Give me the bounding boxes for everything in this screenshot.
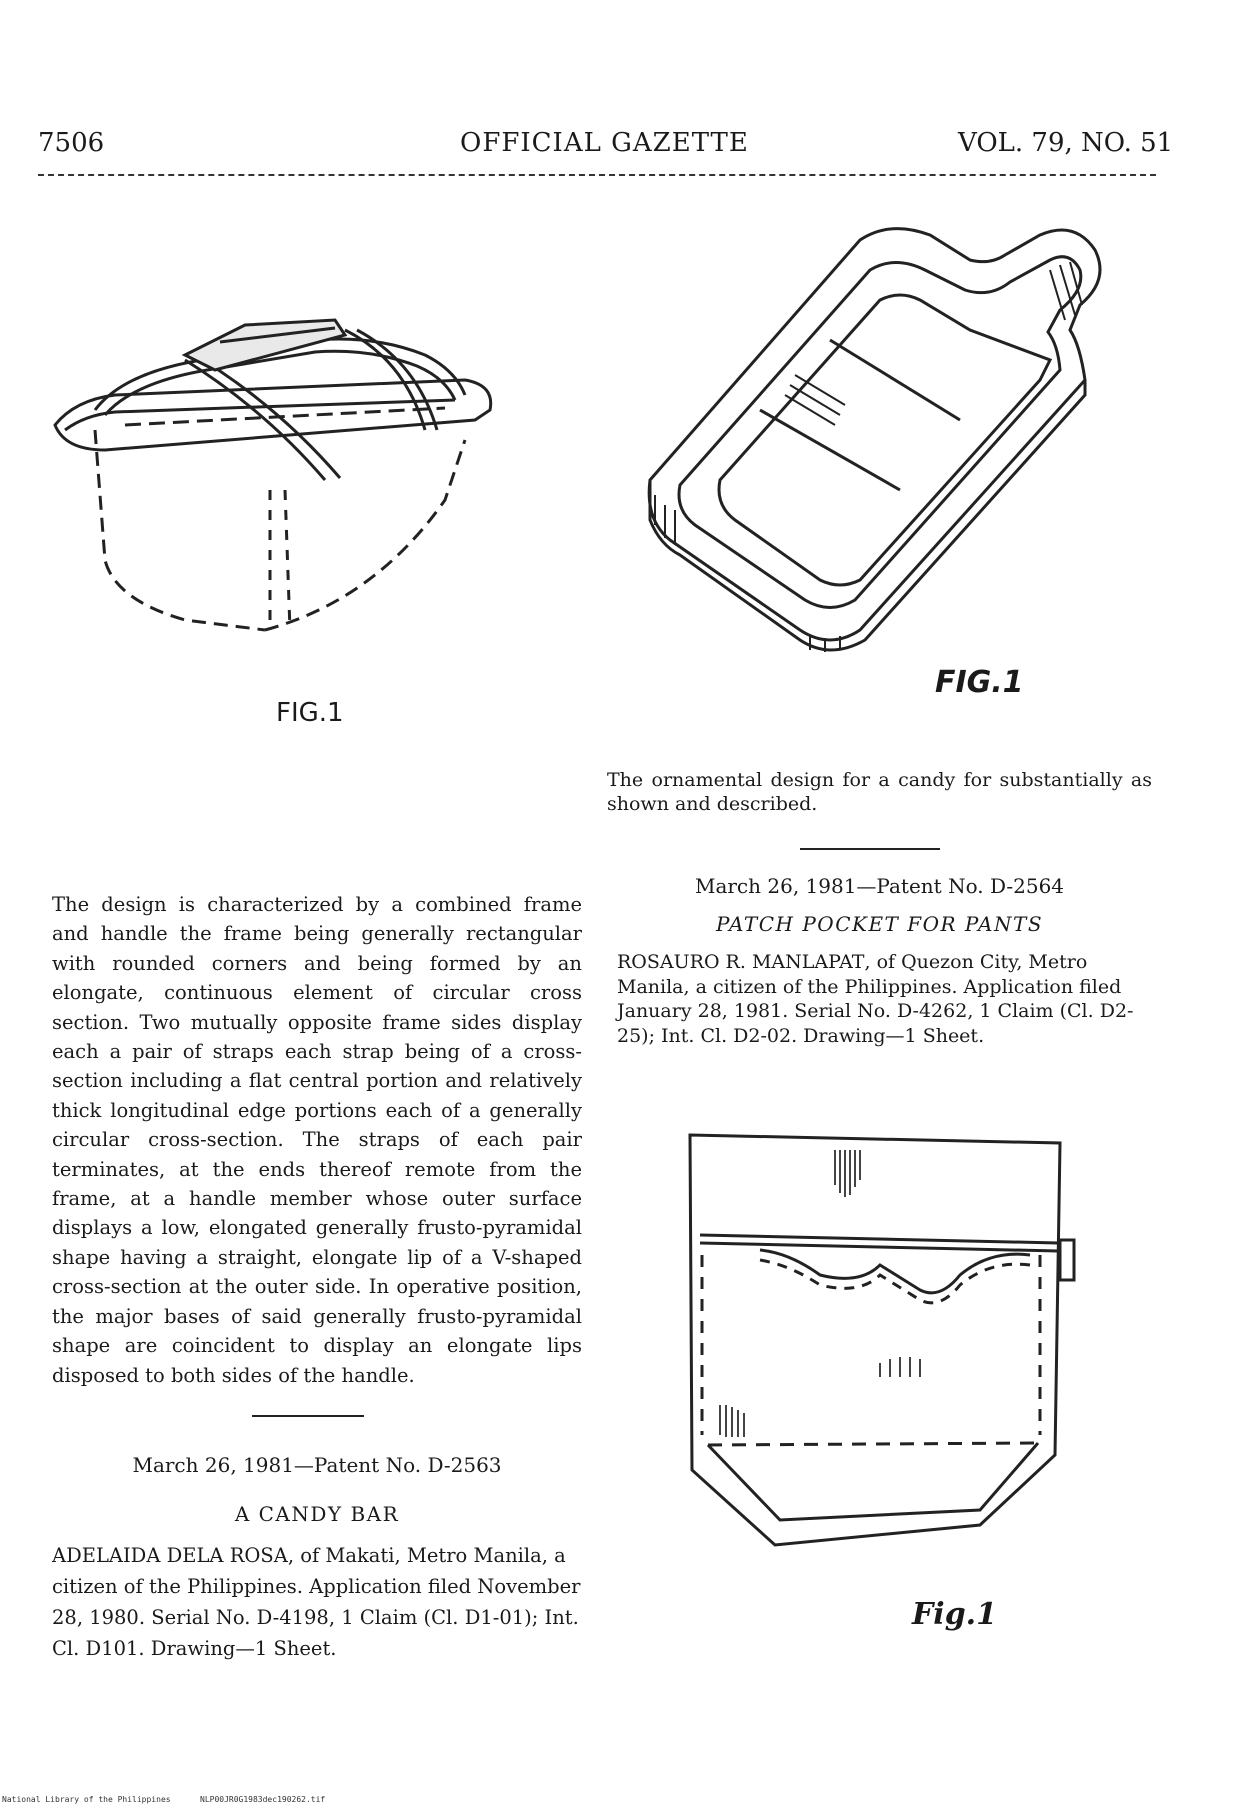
patent-2563-title: A CANDY BAR	[234, 1502, 400, 1526]
patent-2564-title: PATCH POCKET FOR PANTS	[715, 912, 1044, 936]
header-rule	[38, 174, 1156, 176]
patent-2563-application-info: , of Makati, Metro Manila, a citizen of the Philippines. Application filed November 28, 1980. Serial No. D-4198, 1 Claim (Cl. D1-01); Int. Cl. D101. Drawing—1 Sheet.	[52, 1544, 581, 1660]
patent-2564-date-line: March 26, 1981—Patent No. D-2564	[694, 874, 1065, 898]
patent-2563-details	[52, 1540, 582, 1664]
frame-handle-figure-label: FIG.1	[276, 698, 344, 728]
candy-bar-drawing	[640, 220, 1110, 660]
patent-2564-details	[617, 950, 1152, 1048]
footer-library: National Library of the Philippines	[2, 1795, 171, 1804]
patent-2564-applicant: ROSAURO R. MANLAPAT	[617, 951, 865, 973]
patent-2563-applicant: ADELAIDA DELA ROSA	[52, 1544, 288, 1567]
page-number: 7506	[38, 128, 105, 158]
candy-bar-claim: The ornamental design for a candy for substantially as shown and described.	[607, 769, 1152, 815]
section-rule	[800, 848, 940, 850]
footer-file: NLP00JR0G1983dec190262.tif	[200, 1795, 326, 1804]
publication-title: OFFICIAL GAZETTE	[460, 128, 749, 158]
patent-2564-application-info: , of Quezon City, Metro Manila, a citizen of the Philippines. Application filed January 28, 1981. Serial No. D-4262, 1 Claim (Cl. D2-25); Int. Cl. D2-02. Drawing—1 Sheet.	[617, 951, 1134, 1047]
volume-number: VOL. 79, NO. 51	[958, 128, 1174, 158]
patent-2563-date-line: March 26, 1981—Patent No. D-2563	[132, 1453, 502, 1477]
patch-pocket-figure-label: Fig.1	[912, 1597, 997, 1632]
frame-handle-description: The design is characterized by a combined frame and handle the frame being generally rectangular with rounded corners and being formed by an elongate, continuous element of circular cross section. Two mutually opposite frame sides display each a pair of straps each strap being of a cross-section including a flat central portion and relatively thick longitudinal edge portions each of a generally circular cross-section. The straps of each pair terminates, at the ends thereof remote from the frame, at a handle member whose outer surface displays a low, elongated generally frusto-pyramidal shape having a straight, elongate lip of a V-shaped cross-section at the outer side. In operative position, the major bases of said generally frusto-pyramidal shape are coincident to display an elongate lips disposed to both sides of the handle.	[52, 893, 582, 1387]
frame-handle-drawing	[45, 300, 565, 700]
patch-pocket-drawing	[680, 1125, 1090, 1565]
candy-bar-figure-label: FIG.1	[935, 665, 1024, 700]
section-rule	[252, 1415, 364, 1417]
